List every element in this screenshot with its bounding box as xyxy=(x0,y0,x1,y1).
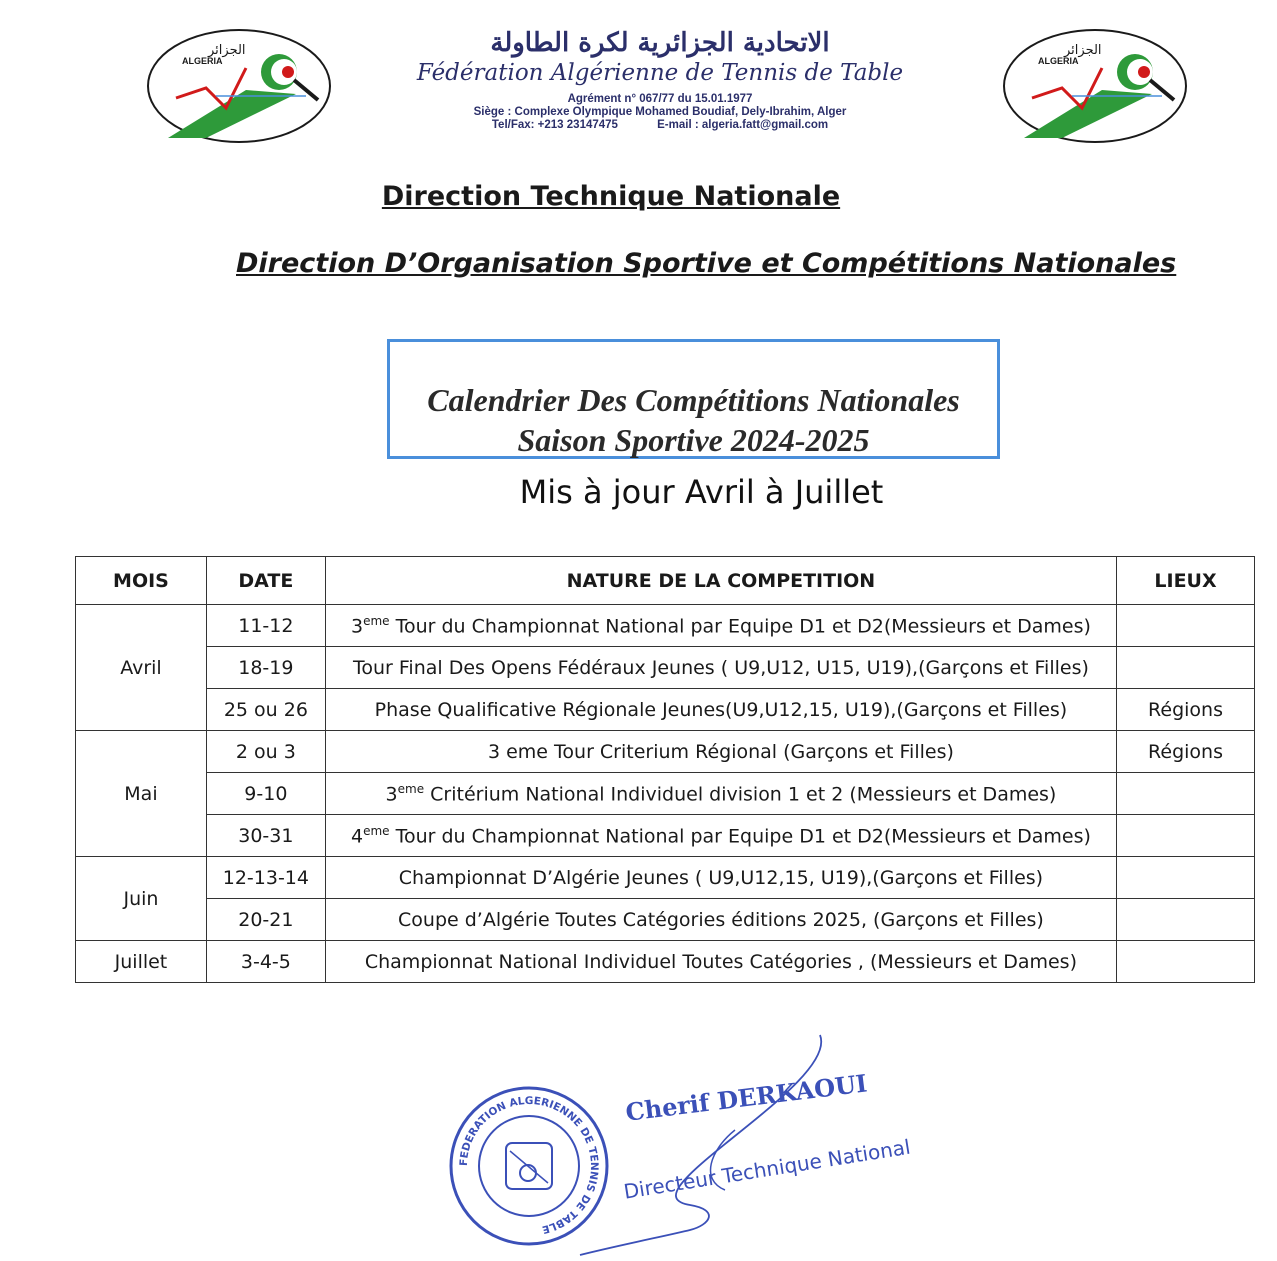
federation-logo-right xyxy=(1002,28,1188,144)
column-header-nature: NATURE DE LA COMPETITION xyxy=(325,557,1116,605)
competition-name: Tour du Championnat National par Equipe D1 et D2(Messieurs et Dames) xyxy=(395,615,1091,638)
federation-name-arabic: الاتحادية الجزائرية لكرة الطاولة xyxy=(490,28,830,58)
month-cell: Juin xyxy=(76,857,207,941)
svg-text:الجزائر: الجزائر xyxy=(1064,43,1102,58)
nature-cell xyxy=(325,647,1116,689)
direction-organisation-heading: Direction D’Organisation Sportive et Compétitions Nationales xyxy=(236,248,1177,279)
federation-logo-left xyxy=(146,28,332,144)
calendar-title-box xyxy=(387,339,1000,459)
nature-cell xyxy=(325,857,1116,899)
svg-text:ALGERIA: ALGERIA xyxy=(182,56,223,66)
competition-name: Coupe d’Algérie Toutes Catégories éditions 2025, (Garçons et Filles) xyxy=(398,908,1044,931)
season-subtitle: Saison Sportive 2024-2025 xyxy=(517,422,870,458)
lieux-cell: Régions xyxy=(1117,689,1255,731)
telfax: Tel/Fax: +213 23147475 xyxy=(491,119,618,131)
month-cell: Juillet xyxy=(76,941,207,983)
table-row xyxy=(76,605,1255,647)
lieux-cell xyxy=(1117,773,1255,815)
date-cell: 18-19 xyxy=(206,647,325,689)
date-cell: 3-4-5 xyxy=(206,941,325,983)
date-cell: 30-31 xyxy=(206,815,325,857)
update-note: Mis à jour Avril à Juillet xyxy=(519,473,884,511)
competition-name: Phase Qualificative Régionale Jeunes(U9,U12,15, U19),(Garçons et Filles) xyxy=(374,698,1068,721)
nature-cell xyxy=(325,773,1116,815)
competition-name: Tour du Championnat National par Equipe D1 et D2(Messieurs et Dames) xyxy=(395,825,1091,848)
date-cell: 2 ou 3 xyxy=(206,731,325,773)
table-row xyxy=(76,857,1255,899)
column-header-date: DATE xyxy=(206,557,325,605)
nature-cell xyxy=(325,899,1116,941)
lieux-cell: Régions xyxy=(1117,731,1255,773)
table-row xyxy=(76,773,1255,815)
calendar-title: Calendrier Des Compétitions Nationales xyxy=(427,382,960,418)
svg-text:الجزائر: الجزائر xyxy=(208,43,246,58)
table-row xyxy=(76,647,1255,689)
nature-cell xyxy=(325,689,1116,731)
federation-name-french: Fédération Algérienne de Tennis de Table xyxy=(416,60,904,86)
date-cell: 12-13-14 xyxy=(206,857,325,899)
ordinal-number: 3 xyxy=(385,783,398,806)
nature-cell xyxy=(325,605,1116,647)
signatory-title: Directeur Technique National xyxy=(622,1134,913,1204)
ordinal-suffix: eme xyxy=(397,781,425,796)
column-header-mois: MOIS xyxy=(76,557,207,605)
lieux-cell xyxy=(1117,605,1255,647)
column-header-lieux: LIEUX xyxy=(1117,557,1255,605)
lieux-cell xyxy=(1117,899,1255,941)
ordinal-suffix: eme xyxy=(363,823,390,838)
contact-line xyxy=(330,119,990,131)
nature-cell xyxy=(325,731,1116,773)
ordinal-suffix: eme xyxy=(363,613,390,628)
date-cell: 25 ou 26 xyxy=(206,689,325,731)
direction-technique-heading: Direction Technique Nationale xyxy=(381,181,841,212)
lieux-cell xyxy=(1117,941,1255,983)
date-cell: 11-12 xyxy=(206,605,325,647)
siege-line: Siège : Complexe Olympique Mohamed Boudiaf, Dely-Ibrahim, Alger xyxy=(473,106,847,118)
ordinal-number: 4 xyxy=(350,825,364,848)
lieux-cell xyxy=(1117,815,1255,857)
lieux-cell xyxy=(1117,647,1255,689)
table-row xyxy=(76,941,1255,983)
table-row xyxy=(76,815,1255,857)
table-header-row xyxy=(76,557,1255,605)
handwritten-signature xyxy=(560,1030,850,1260)
competition-calendar-table xyxy=(75,556,1255,983)
signatory-name: Cherif DERKAOUI xyxy=(624,1068,869,1127)
lieux-cell xyxy=(1117,857,1255,899)
table-row xyxy=(76,899,1255,941)
competition-name: 3 eme Tour Criterium Régional (Garçons et Filles) xyxy=(487,740,954,763)
nature-cell xyxy=(325,941,1116,983)
ordinal-number: 3 xyxy=(350,615,364,638)
agrement-line: Agrément n° 067/77 du 15.01.1977 xyxy=(567,93,753,105)
competition-name: Championnat National Individuel Toutes Catégories , (Messieurs et Dames) xyxy=(364,950,1077,973)
table-row xyxy=(76,731,1255,773)
competition-name: Championnat D’Algérie Jeunes ( U9,U12,15, U19),(Garçons et Filles) xyxy=(398,866,1044,889)
svg-text:FEDERATION ALGERIENNE DE TENNI: FEDERATION ALGERIENNE DE TENNIS DE TABLE xyxy=(457,1094,601,1236)
svg-text:ALGERIA: ALGERIA xyxy=(1038,56,1079,66)
competition-name: Tour Final Des Opens Fédéraux Jeunes ( U9,U12, U15, U19),(Garçons et Filles) xyxy=(352,656,1089,679)
table-row xyxy=(76,689,1255,731)
email: E-mail : algeria.fatt@gmail.com xyxy=(657,119,829,131)
nature-cell xyxy=(325,815,1116,857)
month-cell: Mai xyxy=(76,731,207,857)
date-cell: 20-21 xyxy=(206,899,325,941)
competition-name: Critérium National Individuel division 1 et 2 (Messieurs et Dames) xyxy=(430,783,1057,806)
month-cell: Avril xyxy=(76,605,207,731)
date-cell: 9-10 xyxy=(206,773,325,815)
